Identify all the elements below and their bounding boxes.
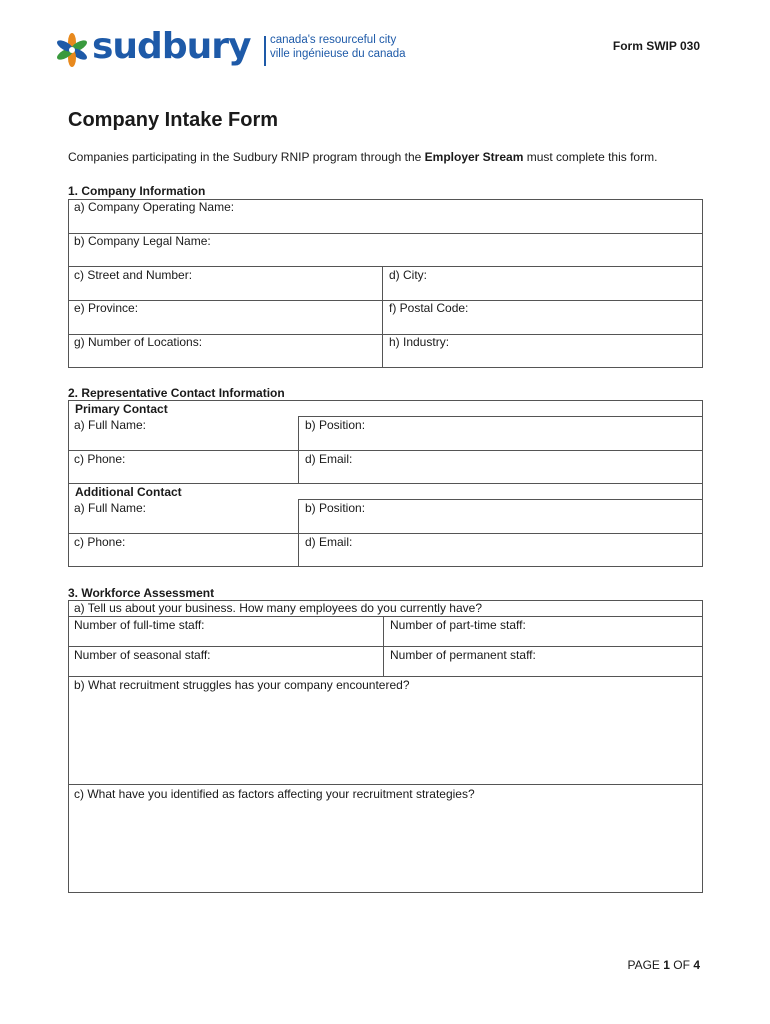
divider: [68, 450, 703, 451]
intro-before: Companies participating in the Sudbury RNIP program through the: [68, 150, 425, 164]
logo-divider: [264, 36, 266, 66]
divider: [298, 499, 703, 500]
additional-contact-heading: Additional Contact: [75, 485, 182, 499]
sudbury-logo: [54, 26, 406, 72]
postal-code-field[interactable]: f) Postal Code:: [389, 301, 469, 315]
additional-email-field[interactable]: d) Email:: [305, 535, 353, 549]
recruitment-factors-field[interactable]: c) What have you identified as factors affecting your recruitment strategies?: [74, 787, 475, 801]
intro-text: [68, 150, 708, 164]
street-number-field[interactable]: c) Street and Number:: [74, 268, 193, 282]
section1-heading: 1. Company Information: [68, 184, 206, 198]
divider: [68, 646, 703, 647]
divider: [68, 483, 703, 484]
logo-wordmark: sudbury: [92, 26, 251, 67]
page-title: Company Intake Form: [68, 109, 279, 131]
recruitment-struggles-field[interactable]: b) What recruitment struggles has your company encountered?: [74, 678, 410, 692]
seasonal-staff-field[interactable]: Number of seasonal staff:: [74, 648, 211, 662]
employees-question: a) Tell us about your business. How many employees do you currently have?: [74, 601, 482, 615]
province-field[interactable]: e) Province:: [74, 301, 139, 315]
page-indicator: [627, 958, 700, 972]
logo-tagline-fr: ville ingénieuse du canada: [270, 48, 406, 60]
divider: [68, 784, 703, 785]
section3-heading: 3. Workforce Assessment: [68, 586, 215, 600]
page-word: PAGE: [627, 958, 660, 972]
divider: [68, 676, 703, 677]
workforce-table: [68, 600, 703, 893]
industry-field[interactable]: h) Industry:: [389, 335, 450, 349]
form-id: Form SWIP 030: [612, 39, 700, 53]
company-operating-name-field[interactable]: a) Company Operating Name:: [74, 200, 235, 214]
divider: [298, 499, 299, 567]
divider: [68, 616, 703, 617]
number-of-locations-field[interactable]: g) Number of Locations:: [74, 335, 203, 349]
logo-tagline-en: canada's resourceful city: [270, 34, 397, 46]
divider: [68, 300, 703, 301]
permanent-staff-field[interactable]: Number of permanent staff:: [390, 648, 536, 662]
full-time-staff-field[interactable]: Number of full-time staff:: [74, 618, 205, 632]
primary-phone-field[interactable]: c) Phone:: [74, 452, 126, 466]
primary-full-name-field[interactable]: a) Full Name:: [74, 418, 147, 432]
divider: [68, 533, 703, 534]
primary-email-field[interactable]: d) Email:: [305, 452, 353, 466]
additional-position-field[interactable]: b) Position:: [305, 501, 366, 515]
page-total: 4: [693, 958, 700, 972]
additional-full-name-field[interactable]: a) Full Name:: [74, 501, 147, 515]
divider: [382, 266, 383, 368]
section2-heading: 2. Representative Contact Information: [68, 386, 285, 400]
primary-position-field[interactable]: b) Position:: [305, 418, 366, 432]
page-number: 1: [663, 958, 670, 972]
divider: [383, 616, 384, 676]
city-field[interactable]: d) City:: [389, 268, 428, 282]
of-word: OF: [673, 958, 690, 972]
part-time-staff-field[interactable]: Number of part-time staff:: [390, 618, 526, 632]
additional-phone-field[interactable]: c) Phone:: [74, 535, 126, 549]
intro-after: must complete this form.: [523, 150, 658, 164]
primary-contact-heading: Primary Contact: [75, 402, 168, 416]
divider: [298, 416, 703, 417]
company-legal-name-field[interactable]: b) Company Legal Name:: [74, 234, 211, 248]
maple-leaf-icon: [54, 32, 90, 68]
divider: [68, 266, 703, 267]
intro-bold: Employer Stream: [424, 150, 524, 164]
divider: [298, 416, 299, 483]
